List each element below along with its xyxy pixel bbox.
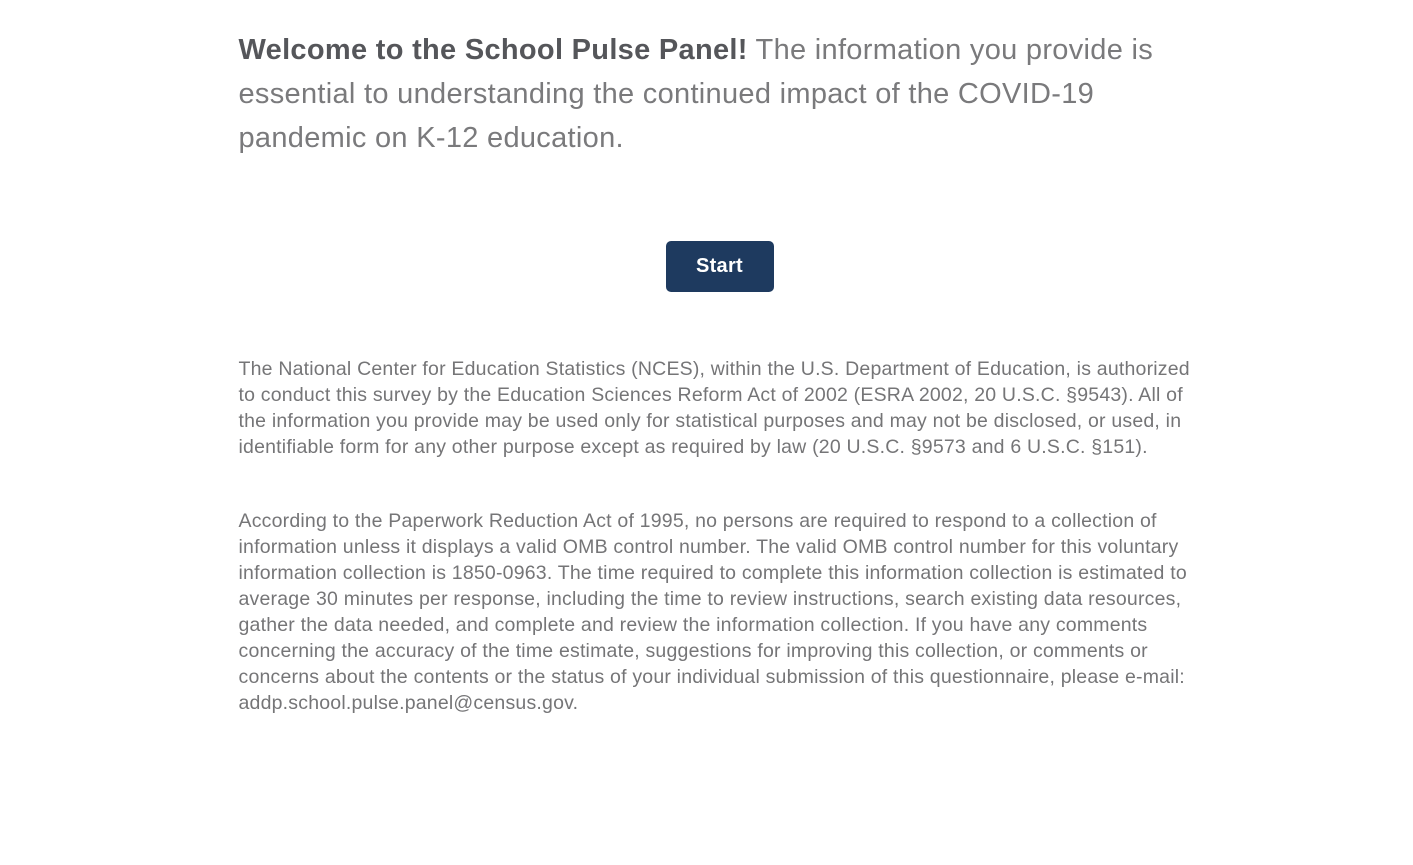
welcome-heading-bold: Welcome to the School Pulse Panel! (238, 34, 748, 66)
survey-content (239, 0, 1201, 756)
start-button-row (239, 241, 1201, 292)
welcome-heading-intro: The information you provide is essential to understanding the continued impact of the COVID-19 pandemic on K-12 education. (238, 34, 1154, 154)
legal-paragraph-nces-authorization: The National Center for Education Statistics (NCES), within the U.S. Department of Education, is authorized to conduct this survey by the Education Sciences Reform Act of 2002 (ESRA 2002, 20 U.S.C. §9543). All of the information you provide may be used only for statistical purposes and may not be disclosed, or used, in identifiable form for any other purpose except as required by law (20 U.S.C. §9573 and 6 U.S.C. §151). (238, 358, 1190, 458)
start-button[interactable]: Start (666, 241, 774, 292)
legal-paragraph-paperwork-reduction-act: According to the Paperwork Reduction Act of 1995, no persons are required to respond to a collection of information unless it displays a valid OMB control number. The valid OMB control number for this voluntary information collection is 1850-0963. The time required to complete this information collection is estimated to average 30 minutes per response, including the time to review instructions, search existing data resources, gather the data needed, and complete and review the information collection. If you have any comments concerning the accuracy of the time estimate, suggestions for improving this collection, or comments or concerns about the contents or the status of your individual submission of this questionnaire, please e-mail: addp.school.pulse.panel@census.gov. (238, 510, 1187, 714)
welcome-heading (239, 28, 1201, 160)
